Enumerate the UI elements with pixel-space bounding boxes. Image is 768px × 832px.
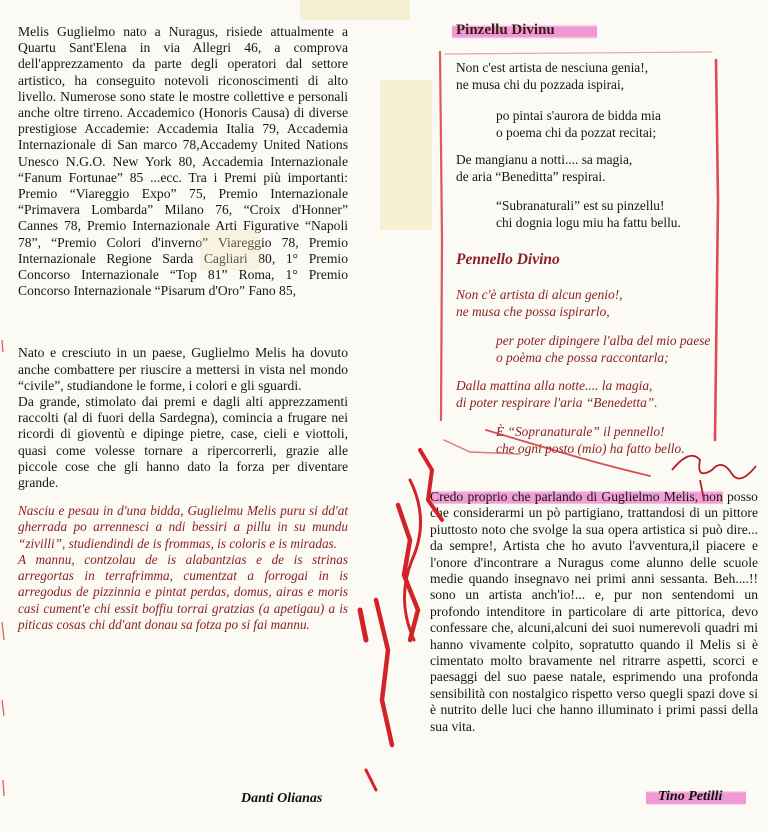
sardinian-prose [18,503,348,633]
critic-commentary [430,489,758,735]
poem-line: Non c'est artista de nesciuna genia!, [456,60,649,75]
commentary-body: posso che considerarmi un pò partigiano, trattandosi di un pittore piuttosto noto che svolge la sua opera artistica si può dire... da sempre!, Artista che ho avuto l'avventura,il piacere e l'onore d'incontrare a Nuragus come alunno delle scuole medie quando insegnavo nei primi anni sessanta. Beh....!! sono un artista anch'io!... e, pur non sentendomi un profondo intenditore in particolare di arte pittorica, devo confessare che, alcuni,alcuni dei suoi numerevoli quadri mi hanno vivamente colpito, sopratutto quando il Melis si è cimentato molto bravamente nel ritrarre aspetti, scorci e paesaggi del suo paese natale, esprimendo una profonda sensibilità con nostalgico rispetto verso quegli spazi dove si è nutrito delle luci che hanno illuminato i primi passi della sua vita. [430,489,758,734]
poem-line: per poter dipingere l'alba del mio paese [496,333,711,348]
poem-line: “Subranaturali” est su pinzellu! [496,198,665,213]
italian-stanza-1 [456,287,623,320]
italian-stanza-2 [496,333,710,366]
margin-ticks [2,340,4,796]
poem-line: po pintai s'aurora de bidda mia [496,108,661,123]
italian-stanza-4 [496,424,685,457]
sardinian-stanza-1 [456,60,648,93]
poem-line: ne musa che possa ispirarlo, [456,303,610,319]
adulthood-text: Da grande, stimolato dai premi e dagli alti apprezzamenti raccolti (al di fuori della Sardegna), comincia a frugare nei ricordi di gioventù e dipinge pietre, case, cieli e viottoli, quasi come volesse tornare a ripercorrerli, grazie alle piccole cose che gli hanno dato la forza per diventare grande. [18,394,348,491]
poem-line: di poter respirare l'aria “Benedetta”. [456,394,658,410]
left-column [18,24,348,633]
commentary-lead: Credo proprio che parlando di Guglielmo Melis, non [430,489,723,504]
artist-biography: Melis Guglielmo nato a Nuragus, risiede attualmente a Quartu Sant'Elena in via Allegri 46, a comprova dell'apprezzamento da parte degli operatori dal settore artistico, ha conseguito notevoli riconoscimenti di alto livello. Numerose sono state le mostre collettive e personali anche oltre tirreno. Accademico (Honoris Causa) di diverse prestigiose Accademie: Accademia Italia 79, Accademia Internazionale di San marco 78,Accademy United Nations Unesco N.G.O. New York 80, Accademia Internazionale “Fanum Fortunae” 85 ...ecc. Tra i Premi più importanti: Premio “Viareggio Expo” 75, Premio Internazionale “Primavera Lombarda” Milano 76, “Croix d'Honner” Cannes 78, Premio Internazionale Arti Figurative “Napoli 78”, “Premio Colori d'inverno” Viareggio 78, Premio Internazionale Regione Sarda Cagliari 80, 1° Premio Concorso Internazionale “Top 81” Roma, 1° Premio Concorso Internazionale “Pisarum d'Oro” Fano 85, [18,24,348,299]
poem-line: ne musa chi du pozzada ispirai, [456,76,625,92]
signature-tino-petilli: Tino Petilli [646,789,746,805]
poem-line: Dalla mattina alla notte.... la magia, [456,378,653,393]
poem-title-italian: Pennello Divino [456,251,560,268]
poem-line: De mangianu a notti.... sa magia, [456,152,633,167]
sardinian-prose-1: Nasciu e pesau in d'una bidda, Guglielmu Melis puru si dd'at gherrada po arrennesci a ndi bessiri a pillu in su mundu “zivilli”, studiendindi de is frommas, is coloris e is miradas. [18,503,348,551]
sardinian-stanza-4 [496,198,681,231]
sardinian-stanza-3 [456,152,632,185]
signature-danti-olianas: Danti Olianas [241,791,323,806]
poem-line: de aria “Beneditta” respirai. [456,168,606,184]
childhood-paragraph [18,345,348,491]
sardinian-prose-2: A mannu, contzolau de is alabantzias e de is strinas arregortas in terrafrimma, cumentzat a forrogai in is arregodus de pizzinnia e pintat perdas, domus, airas e moris casi cument'e chi essit boffiu torrai gratzias (a apetigau) a is piticas cosas chi dd'ant donau sa fotza po si fai mannu. [18,551,348,632]
poem-line: che ogni posto (mio) ha fatto bello. [496,440,685,456]
poem-title-sardinian: Pinzellu Divinu [452,22,597,39]
poem-line: Non c'è artista di alcun genio!, [456,287,623,302]
italian-stanza-3 [456,378,658,411]
poem-line: È “Sopranaturale” il pennello! [496,424,665,439]
poem-line: chi dognia logu miu ha fattu bellu. [496,214,681,230]
poem-line: o poema chi da pozzat recitai; [496,124,657,140]
childhood-text: Nato e cresciuto in un paese, Guglielmo Melis ha dovuto anche combattere per riuscire a mettersi in vista nel mondo “civile”, studiandone le forme, i colori e gli sguardi. [18,345,348,393]
poem-line: o poèma che possa raccontarla; [496,349,669,365]
sardinian-stanza-2 [496,108,661,141]
